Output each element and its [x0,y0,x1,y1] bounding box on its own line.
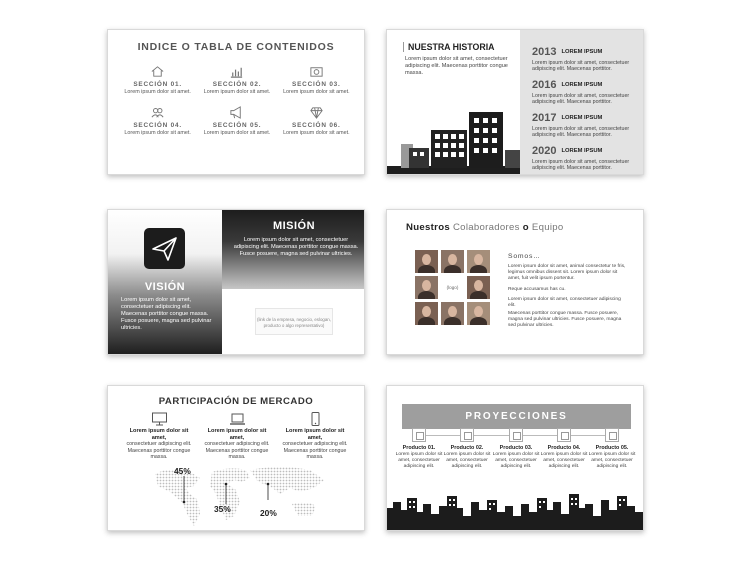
timeline-title: LOREM IPSUM [561,82,603,88]
product-item [395,428,443,470]
product-label: Producto 05. [595,445,629,451]
team-photo-grid [415,250,491,325]
team-photo [415,250,438,273]
team-photo [415,276,438,299]
monitor-icon [151,412,168,426]
sections-grid [118,64,356,137]
users-icon [150,105,165,120]
timeline-item [532,42,642,73]
team-paragraph: Maecenas porttitor congue massa. Fusce posuere, magna sed pulvinar ultricies. Fusce posuere, magna sed pulvinar ultricies. [508,311,622,328]
percent-label: 45% [174,466,191,476]
section-label: SECCIÓN 01. [133,81,182,88]
market-text-bold: Lorem ipsum dolor sit amet, [207,428,267,441]
history-text: Lorem ipsum dolor sit amet, consectetuer adipiscing elit. Maecenas porttitor congue massa. [405,56,508,76]
section-item [118,105,197,136]
section-item [197,105,276,136]
product-icon [412,428,426,442]
mission-text: Lorem ipsum dolor sit amet, consectetuer adipiscing elit. Maecenas porttitor congue massa. Fusce posuere, magna sed pulvinar ultricies. [233,237,359,257]
product-item [588,428,636,470]
vision-panel [108,210,222,355]
title-part: Equipo [528,222,564,233]
product-text: Lorem ipsum dolor sit amet, consectetuer adipiscing elit. [443,452,491,469]
section-text: Lorem ipsum dolor sit amet. [203,130,271,137]
timeline-title: LOREM IPSUM [561,49,603,55]
mission-panel [222,210,365,355]
mission-title: MISIÓN [272,220,316,232]
diamond-icon [309,105,324,120]
team-photo [467,302,490,325]
section-item [118,64,197,95]
buildings-illustration [387,100,520,175]
slide-history[interactable] [386,29,644,175]
product-text: Lorem ipsum dolor sit amet, consectetuer adipiscing elit. [492,452,540,469]
team-photo [467,276,490,299]
slide-title: PROYECCIONES [402,404,631,429]
section-label: SECCIÓN 06. [292,122,341,130]
skyline-illustration [387,490,644,530]
section-item [277,64,356,95]
logo-placeholder: (logo) [446,285,459,290]
product-item [492,428,540,470]
timeline-year: 2020 [532,145,557,157]
section-label: SECCIÓN 05. [212,122,262,130]
section-text: Lorem ipsum dolor sit amet. [203,89,271,95]
section-text: Lorem ipsum dolor sit amet. [124,89,191,95]
timeline-text: Lorem ipsum dolor sit amet, consectetuer adipiscing elit. Maecenas porttitor. [532,159,630,172]
vision-text: Lorem ipsum dolor sit amet, consectetuer adipiscing elit. Maecenas porttitor congue massa. Fusce posuere, magna sed pulvinar ultricies. [121,297,212,331]
slide-title: INDICE O TABLA DE CONTENIDOS [137,41,335,53]
timeline-item [532,141,642,172]
product-label: Producto 04. [547,445,581,451]
slide-mission-vision[interactable] [107,209,365,355]
market-text-bold: Lorem ipsum dolor sit amet, [129,428,189,441]
timeline-title: LOREM IPSUM [561,148,603,154]
team-paragraph: Reque accusamus has cu. [508,287,566,292]
timeline-year: 2016 [532,79,557,91]
percent-label: 20% [260,508,277,518]
section-item [277,105,356,136]
history-left-panel [387,30,520,175]
paper-plane-icon [144,228,185,269]
timeline-text: Lorem ipsum dolor sit amet, consectetuer adipiscing elit. Maecenas porttitor. [532,60,630,73]
tablet-icon [307,412,324,426]
slide-title: PARTICIPACIÓN DE MERCADO [158,396,314,407]
camera-icon [309,64,324,79]
section-text: Lorem ipsum dolor sit amet. [283,89,350,95]
section-item [197,64,276,95]
slide-team[interactable] [386,209,644,355]
product-icon [557,428,571,442]
market-column [200,412,274,461]
product-item [540,428,588,470]
timeline-year: 2017 [532,112,557,124]
slide-projections[interactable] [386,385,644,531]
vision-title: VISIÓN [144,281,186,293]
market-column [278,412,352,461]
bar-chart-icon [229,64,244,79]
market-text: consectetuer adipiscing elit. Maecenas porttitor congue massa. [126,441,192,461]
slide-title: NUESTRA HISTORIA [403,42,495,52]
timeline-panel [520,30,644,175]
team-subtitle: Somos… [508,253,541,260]
timeline-item [532,75,642,106]
team-paragraph: Lorem ipsum dolor sit amet, consectetuer adipiscing elit. [508,297,621,308]
slide-table-of-contents[interactable] [107,29,365,175]
team-paragraph: Lorem ipsum dolor sit amet, animal consectetur te fris, legimus omnibus dissent sit. Lorem ipsum dolor sit amet, fuit velit ipsum portentur. [508,264,626,281]
title-part: Colaboradores [449,222,523,233]
section-text: Lorem ipsum dolor sit amet. [283,130,350,137]
slide-market-share[interactable] [107,385,365,531]
timeline-title: LOREM IPSUM [561,115,603,121]
team-photo [415,302,438,325]
home-icon [150,64,165,79]
market-column [122,412,196,461]
percent-label: 35% [214,504,231,514]
product-label: Producto 01. [402,445,436,451]
company-link-box: (link de la empresa, negocio, eslogan, producto o algo representativo) [255,308,333,335]
market-text: consectetuer adipiscing elit. Maecenas porttitor congue massa. [204,441,270,461]
section-label: SECCIÓN 02. [212,81,262,88]
team-photo [441,302,464,325]
mission-header [222,210,365,289]
timeline-text: Lorem ipsum dolor sit amet, consectetuer adipiscing elit. Maecenas porttitor. [532,126,630,139]
timeline-text: Lorem ipsum dolor sit amet, consectetuer adipiscing elit. Maecenas porttitor. [532,93,630,106]
product-text: Lorem ipsum dolor sit amet, consectetuer adipiscing elit. [588,452,636,469]
team-photo [441,250,464,273]
market-text-bold: Lorem ipsum dolor sit amet, [285,428,345,441]
section-label: SECCIÓN 03. [292,81,341,88]
team-photo [467,250,490,273]
section-label: SECCIÓN 04. [133,122,182,130]
title-part: Nuestros [406,222,450,233]
product-icon [509,428,523,442]
product-icon [605,428,619,442]
laptop-icon [229,412,246,426]
product-text: Lorem ipsum dolor sit amet, consectetuer adipiscing elit. [395,452,443,469]
product-item [443,428,491,470]
timeline-item [532,108,642,139]
product-text: Lorem ipsum dolor sit amet, consectetuer adipiscing elit. [540,452,588,469]
market-text: consectetuer adipiscing elit. Maecenas porttitor congue massa. [282,441,348,461]
slide-title [406,222,564,233]
product-label: Producto 02. [450,445,484,451]
title-part: o [522,222,529,233]
product-label: Producto 03. [499,445,533,451]
timeline-year: 2013 [532,46,557,58]
megaphone-icon [229,105,244,120]
product-icon [460,428,474,442]
section-text: Lorem ipsum dolor sit amet. [124,130,191,137]
